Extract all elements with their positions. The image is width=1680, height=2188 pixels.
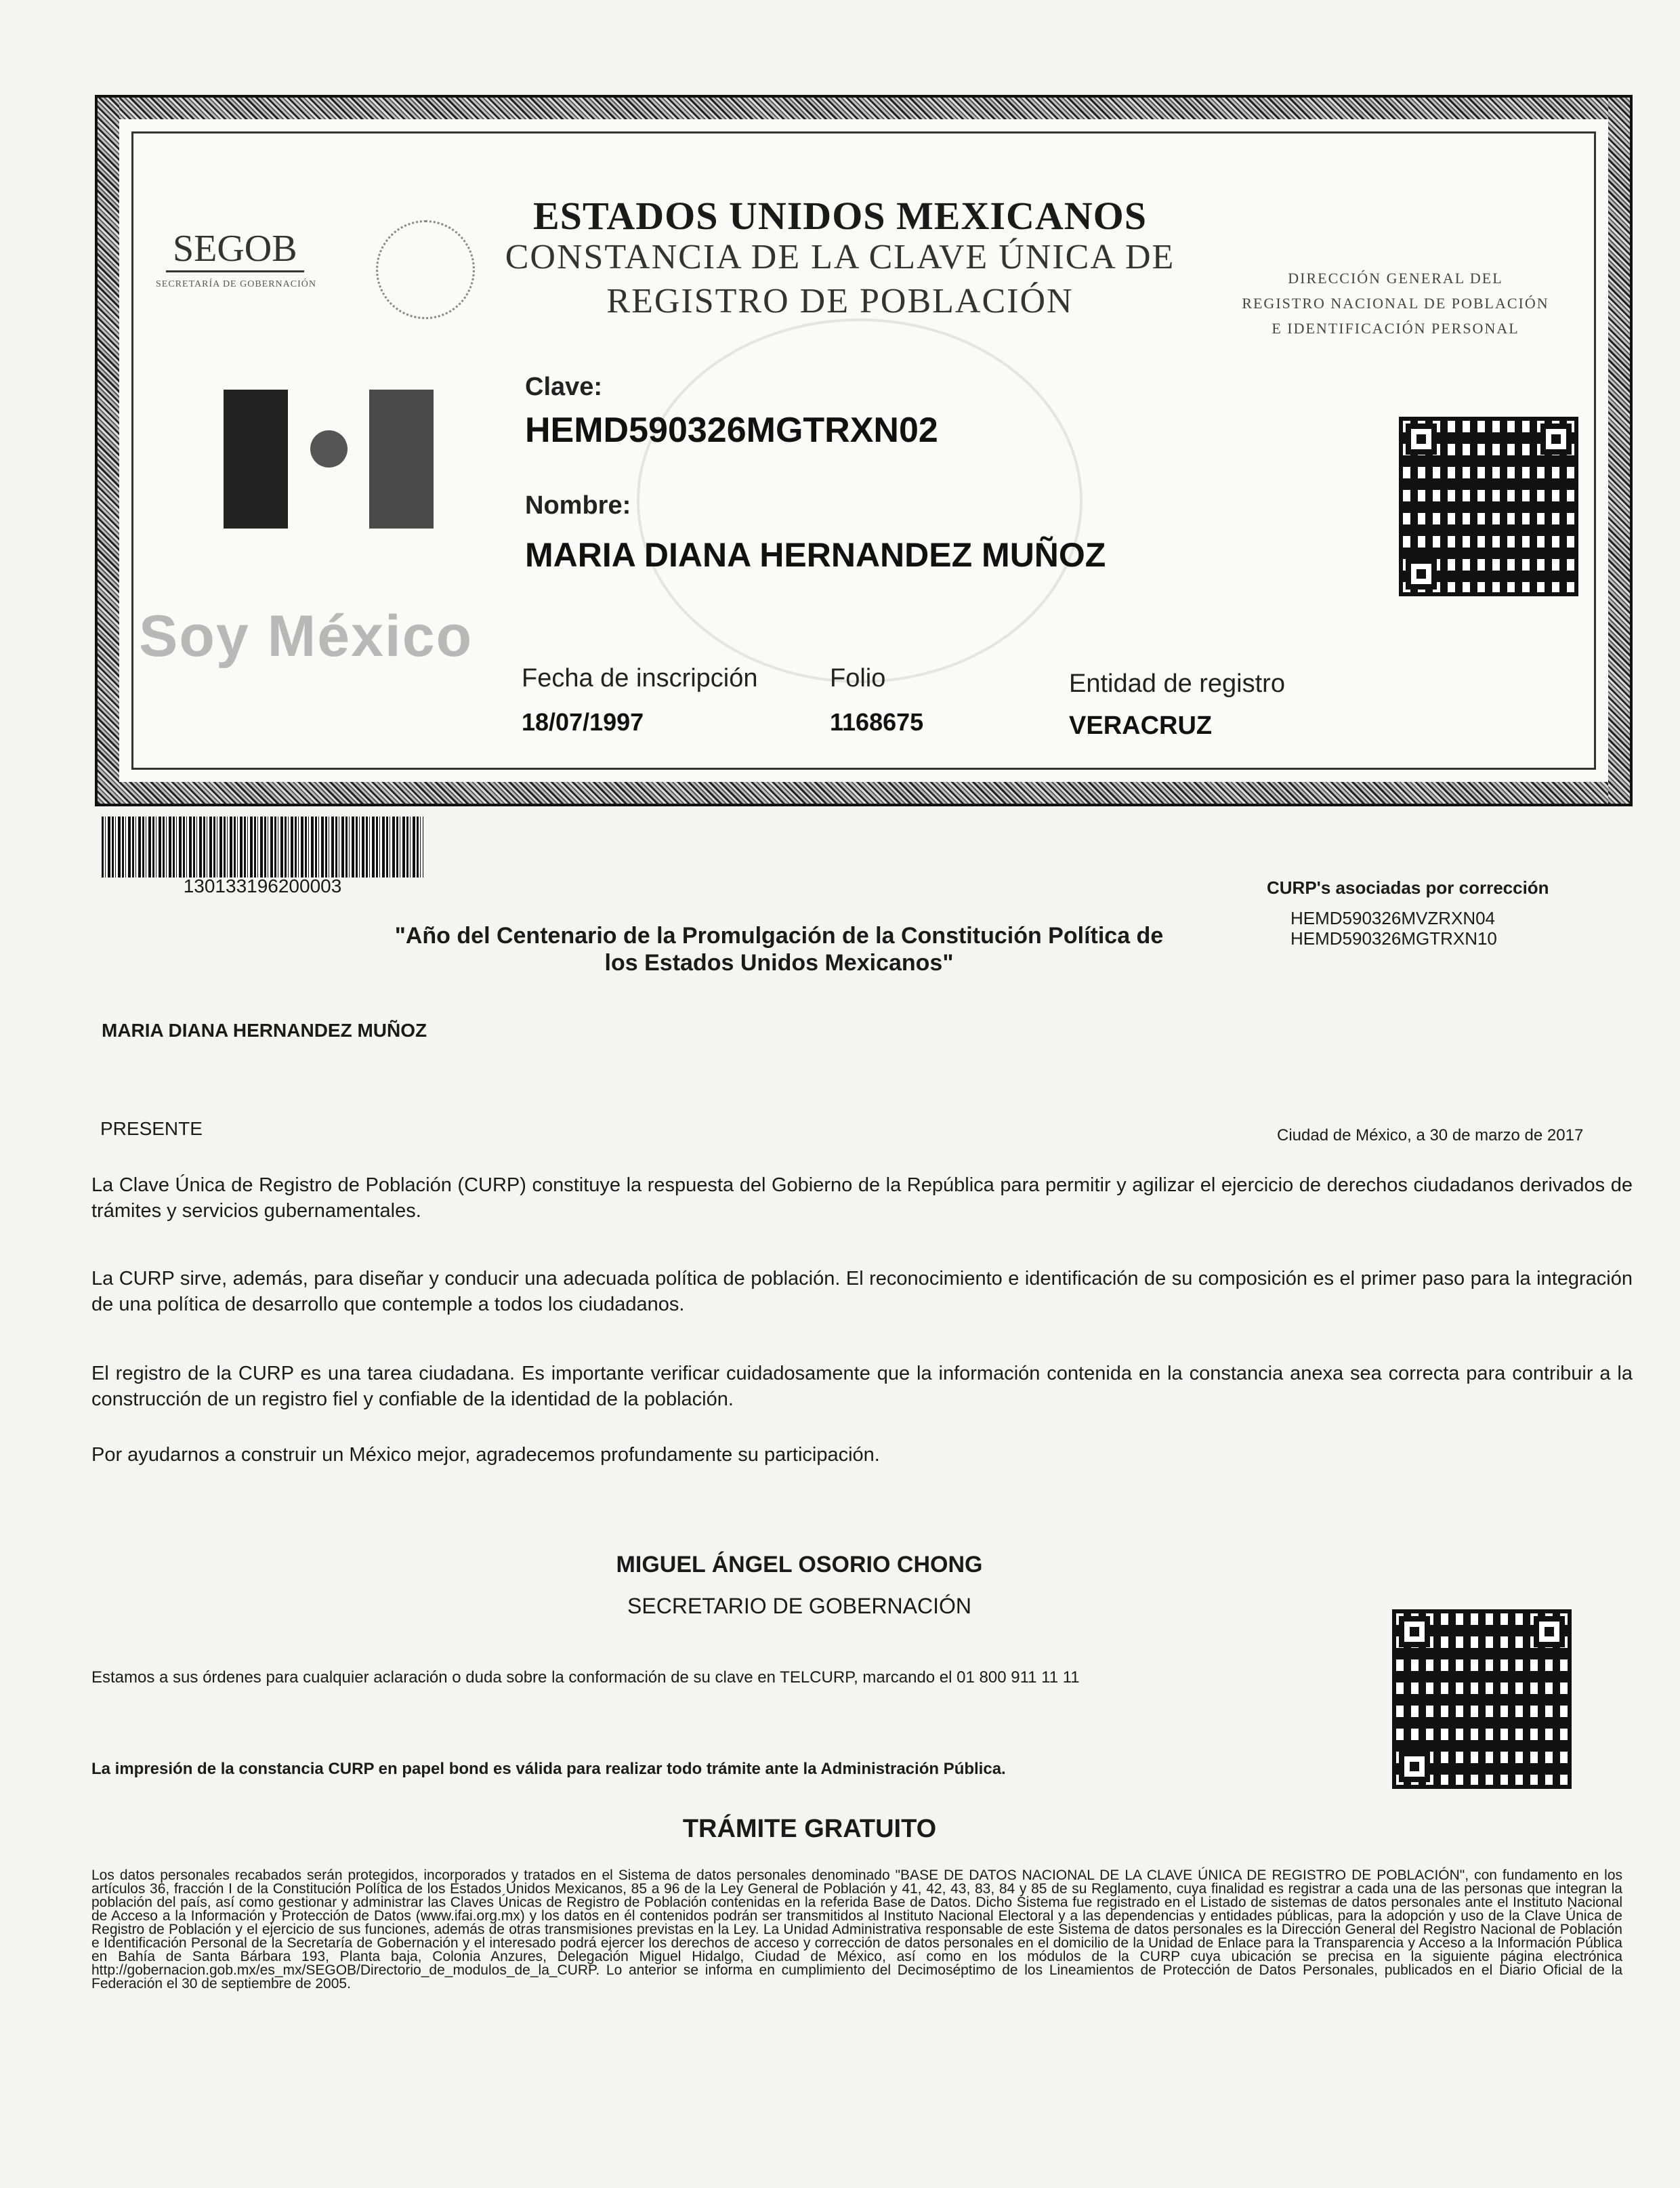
letter-paragraph-2: La CURP sirve, además, para diseñar y conducir una adecuada política de población. El reconocimiento e identificación de su composición es el primer paso para la integración de una política de desarrollo que contemple a todos los ciudadanos. [91,1268,1633,1315]
title-line-1: ESTADOS UNIDOS MEXICANOS [533,194,1147,238]
dg-line-3: E IDENTIFICACIÓN PERSONAL [1272,320,1519,337]
clave-value: HEMD590326MGTRXN02 [525,411,938,450]
curp-asociadas-label: CURP's asociadas por corrección [1267,878,1549,898]
qr-code-icon [1399,417,1578,596]
signatory-title: SECRETARIO DE GOBERNACIÓN [627,1594,971,1618]
letter-paragraph-1: La Clave Única de Registro de Población (CURP) constituye la respuesta del Gobierno de la República para permitir y agilizar el ejercicio de derechos ciudadanos derivados de trámites y servicios gubernamentales. [91,1174,1633,1222]
telcurp-note: Estamos a sus órdenes para cualquier aclaración o duda sobre la conformación de su clave en TELCURP, marcando el 01 800 911 11 11 [91,1668,1080,1687]
curp-asociada-item: HEMD590326MVZRXN04 [1290,908,1496,928]
letter-paragraph-3: El registro de la CURP es una tarea ciudadana. Es importante verificar cuidadosamente que la información contenida en la constancia anexa sea correcta para contribuir a la construcción de un registro fiel y confiable de la identidad de la población. [91,1363,1633,1410]
fecha-inscripcion-label: Fecha de inscripción [522,664,758,693]
frame-band-top [98,98,1630,119]
qr-code-icon [1392,1609,1572,1789]
anio-line-2: los Estados Unidos Mexicanos" [604,950,954,976]
tramite-gratuito-heading: TRÁMITE GRATUITO [682,1815,937,1843]
entidad-registro-value: VERACRUZ [1069,711,1213,740]
anio-line-1: "Año del Centenario de la Promulgación de la Constitución Política de [394,923,1164,949]
letter-paragraph-4: Por ayudarnos a construir un México mejor, agradecemos profundamente su participación. [91,1444,880,1466]
barcode-number: 130133196200003 [183,875,342,896]
fecha-inscripcion-value: 18/07/1997 [522,708,644,736]
national-seal-watermark [637,318,1083,683]
title-line-3: REGISTRO DE POBLACIÓN [606,282,1074,321]
soy-mexico-logo: Soy México [139,604,474,669]
clave-label: Clave: [525,373,603,401]
title-line-2: CONSTANCIA DE LA CLAVE ÚNICA DE [505,238,1175,276]
dg-line-1: DIRECCIÓN GENERAL DEL [1288,270,1503,287]
folio-label: Folio [830,664,886,693]
segob-subtitle: SECRETARÍA DE GOBERNACIÓN [156,279,316,289]
signatory-name: MIGUEL ÁNGEL OSORIO CHONG [616,1552,983,1577]
nombre-value: MARIA DIANA HERNANDEZ MUÑOZ [525,536,1106,574]
frame-band-bottom [98,782,1630,804]
dg-line-2: REGISTRO NACIONAL DE POBLACIÓN [1242,295,1549,312]
letter-date: Ciudad de México, a 30 de marzo de 2017 [1277,1126,1584,1144]
segob-logo: SEGOB [166,227,304,272]
nombre-label: Nombre: [525,491,631,520]
folio-value: 1168675 [830,708,924,736]
entidad-registro-label: Entidad de registro [1069,669,1285,698]
national-seal-icon [376,220,475,319]
curp-asociada-item: HEMD590326MGTRXN10 [1290,928,1497,949]
legal-notice: Los datos personales recabados serán protegidos, incorporados y tratados en el Sistema de datos personales denominado "BASE DE DATOS NACIONAL DE LA CLAVE ÚNICA DE REGISTRO DE POBLACIÓN", con fundamento en los artículos 36, fracción I de la Constitución Política de los Estados Unidos Mexicanos, 85 a 96 de la Ley General de Población y 41, 42, 43, 83, 84 y 85 de su Reglamento, cuya finalidad es registrar a cada una de las personas que integran la población del país, así como gestionar y administrar las Claves Únicas de Registro de Población contenidas en la referida Base de Datos. Dicho Sistema fue registrado en el Listado de sistemas de datos personales ante el Instituto Nacional de Acceso a la Información y Protección de Datos (www.ifai.org.mx) y los datos en él contenidos podrán ser transmitidos al Instituto Nacional Electoral y a las dependencias y entidades públicas, para la adopción y uso de la Clave Única de Registro de Población y el ejercicio de sus funciones, además de otras transmisiones previstas en la Ley. La Unidad Administrativa responsable de este Sistema de datos personales es la Dirección General del Registro Nacional de Población e Identificación Personal de la Secretaría de Gobernación y el interesado podrá ejercer los derechos de acceso y corrección de datos personales en el domicilio de la Unidad de Enlace para la Transparencia y Acceso a la Información Pública en Bahía de Santa Bárbara 193, Planta baja, Colonia Anzures, Delegación Miguel Hidalgo, Ciudad de México, así como en los módulos de la CURP cuya ubicación se precisa en la siguiente página electrónica http://gobernacion.gob.mx/es_mx/SEGOB/Directorio_de_modulos_de_la_CURP. Lo anterior se informa en cumplimiento del Decimoséptimo de los Lineamientos de Protección de Datos Personales, publicados en el Diario Oficial de la Federación el 30 de septiembre de 2005. [91,1867,1622,1991]
presente-label: PRESENTE [100,1118,203,1139]
barcode-icon [102,817,423,878]
impresion-note: La impresión de la constancia CURP en papel bond es válida para realizar todo trámite ante la Administración Pública. [91,1760,1006,1778]
recipient-name: MARIA DIANA HERNANDEZ MUÑOZ [102,1020,427,1041]
mexican-flag-icon [224,390,434,529]
